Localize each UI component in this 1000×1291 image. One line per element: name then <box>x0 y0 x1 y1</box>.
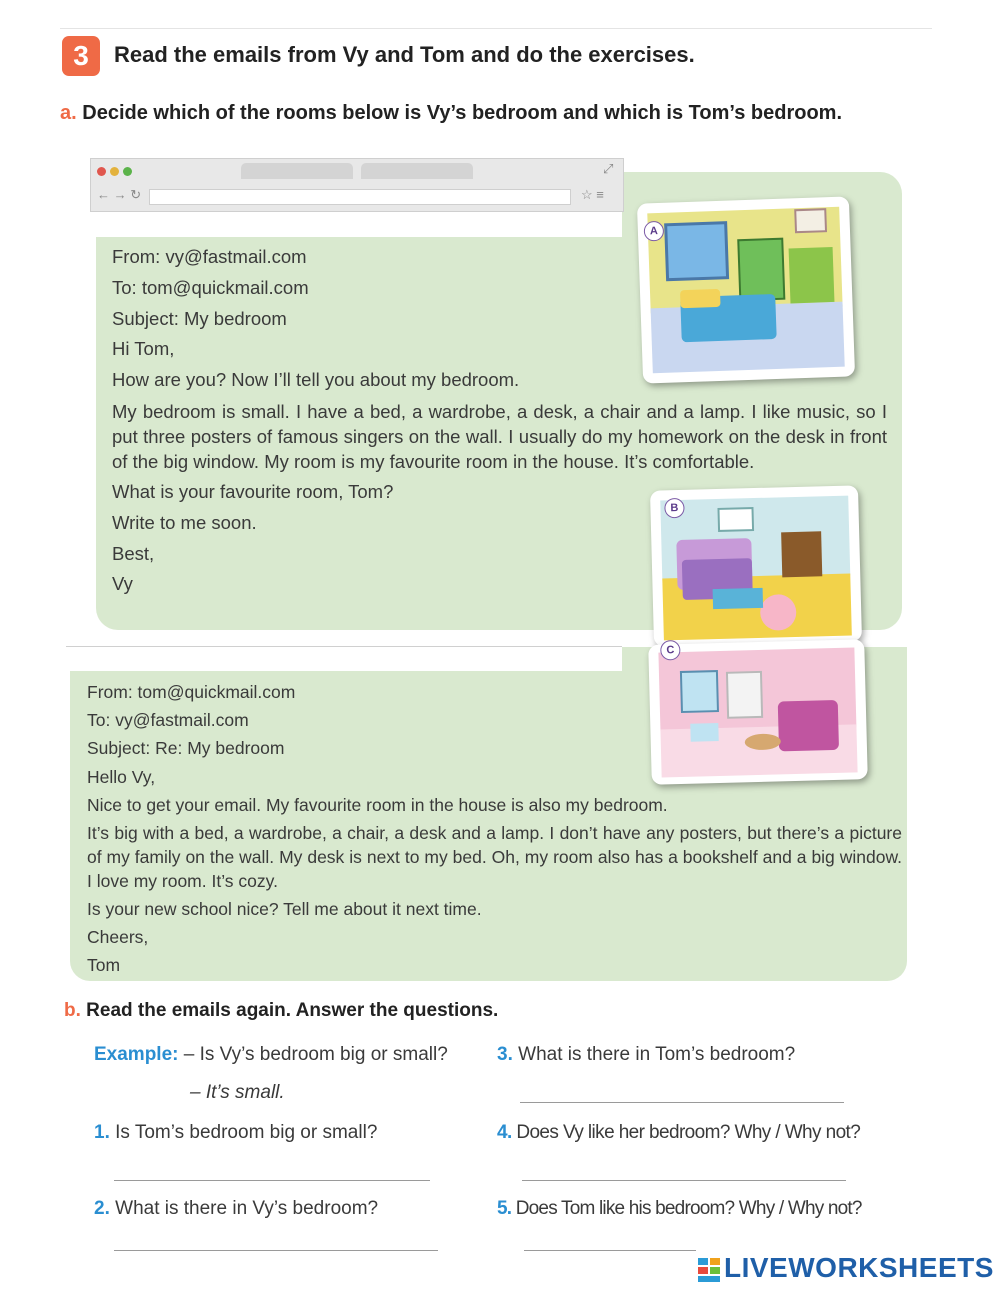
email-vy-paragraph: My bedroom is small. I have a bed, a wardrobe, a desk, a chair and a lamp. I like music, so I put three posters of famous singers on the wall. I usually do my homework on the desk in front of the big window. My room is my favourite room in the house. It’s comfortable. <box>112 400 887 472</box>
exercise-number-badge: 3 <box>62 36 100 76</box>
part-a-text: Decide which of the rooms below is Vy’s bedroom and which is Tom’s bedroom. <box>82 102 842 124</box>
back-forward-refresh-icon: ← → ↻ <box>97 187 142 202</box>
email-tom-question: Is your new school nice? Tell me about it next time. <box>87 898 482 919</box>
answer-3-line[interactable] <box>520 1102 844 1103</box>
question-5 <box>497 1198 862 1220</box>
email-vy-question: What is your favourite room, Tom? <box>112 480 394 502</box>
email-vy <box>112 245 887 603</box>
expand-icon: ⤢ <box>603 161 614 176</box>
email-vy-closing1: Write to me soon. <box>112 511 257 533</box>
question-1-number: 1. <box>94 1122 110 1143</box>
email-vy-to: To: tom@quickmail.com <box>112 276 309 298</box>
liveworksheets-logo-icon <box>698 1258 720 1282</box>
question-1-text: Is Tom’s bedroom big or small? <box>115 1122 378 1143</box>
question-3-text: What is there in Tom’s bedroom? <box>518 1044 796 1065</box>
browser-window-chrome <box>90 158 624 212</box>
email-tom-line1: Nice to get your email. My favourite room in the house is also my bedroom. <box>87 794 668 815</box>
address-bar <box>149 189 571 205</box>
email-vy-line1: How are you? Now I’ll tell you about my bedroom. <box>112 369 520 391</box>
email-tom-paragraph: It’s big with a bed, a wardrobe, a chair, a desk and a lamp. I don’t have any posters, but there’s a picture of my family on the wall. My desk is next to my bed. Oh, my room also has a bookshelf and a big window. I love my room. It’s cozy. <box>87 822 902 891</box>
star-menu-icon: ☆ ≡ <box>581 187 604 202</box>
example-answer: – It’s small. <box>190 1082 285 1103</box>
part-b-letter: b. <box>64 1000 81 1021</box>
example-label: Example: <box>94 1044 179 1065</box>
part-b-instruction <box>64 1000 498 1022</box>
answer-1-line[interactable] <box>114 1180 430 1181</box>
picture-c-label: C <box>660 640 681 661</box>
part-a-instruction <box>60 102 842 125</box>
browser-tab-1 <box>241 163 353 179</box>
answer-5-line[interactable] <box>524 1250 696 1251</box>
email-tom <box>87 680 902 982</box>
browser-tab-2 <box>361 163 473 179</box>
email-tom-from: From: tom@quickmail.com <box>87 682 296 702</box>
close-dot-icon <box>97 167 106 176</box>
answer-2-line[interactable] <box>114 1250 438 1251</box>
brand-name: LIVEWORKSHEETS <box>724 1252 994 1283</box>
email-vy-from: From: vy@fastmail.com <box>112 246 307 267</box>
top-divider <box>60 28 932 29</box>
question-4-number: 4. <box>497 1122 512 1143</box>
exercise-title: Read the emails from Vy and Tom and do the exercises. <box>114 42 695 67</box>
picture-b-label: B <box>664 498 685 519</box>
question-5-text: Does Tom like his bedroom? Why / Why not? <box>515 1198 862 1219</box>
email-tom-greeting: Hello Vy, <box>87 766 156 787</box>
question-1 <box>94 1122 377 1144</box>
question-5-number: 5. <box>497 1198 512 1219</box>
question-3 <box>497 1044 795 1066</box>
email-vy-greeting: Hi Tom, <box>112 338 175 360</box>
email-tom-to: To: vy@fastmail.com <box>87 710 249 731</box>
browser-page-strip <box>90 210 622 237</box>
question-2 <box>94 1198 378 1220</box>
maximize-dot-icon <box>123 167 132 176</box>
part-b-text: Read the emails again. Answer the questions. <box>86 1000 499 1021</box>
minimize-dot-icon <box>110 167 119 176</box>
email-tom-page-strip <box>66 647 622 671</box>
email-vy-subject: Subject: My bedroom <box>112 307 287 329</box>
picture-a-label: A <box>644 221 665 242</box>
email-vy-signature: Vy <box>112 573 133 595</box>
answer-4-line[interactable] <box>522 1180 846 1181</box>
email-tom-closing: Cheers, <box>87 927 149 948</box>
example-question <box>94 1044 448 1066</box>
email-tom-subject: Subject: Re: My bedroom <box>87 738 285 759</box>
example-question-text: – Is Vy’s bedroom big or small? <box>183 1044 448 1065</box>
question-3-number: 3. <box>497 1044 513 1065</box>
question-4 <box>497 1122 860 1144</box>
question-2-number: 2. <box>94 1198 110 1219</box>
question-4-text: Does Vy like her bedroom? Why / Why not? <box>516 1122 861 1143</box>
question-2-text: What is there in Vy’s bedroom? <box>115 1198 379 1219</box>
email-vy-closing2: Best, <box>112 542 155 564</box>
part-a-letter: a. <box>60 102 77 124</box>
email-tom-signature: Tom <box>87 955 121 976</box>
